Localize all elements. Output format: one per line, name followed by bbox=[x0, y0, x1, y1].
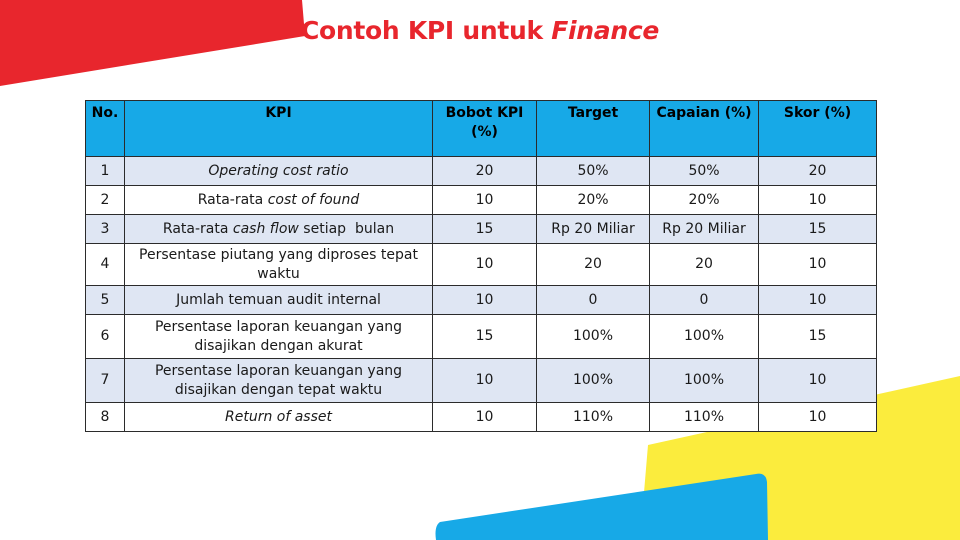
cell-target: Rp 20 Miliar bbox=[537, 215, 650, 244]
cell-target: 110% bbox=[537, 403, 650, 432]
cell-no: 4 bbox=[86, 244, 125, 286]
cell-target: 100% bbox=[537, 359, 650, 403]
header-bobot: Bobot KPI (%) bbox=[433, 101, 537, 157]
cell-capaian: 20 bbox=[650, 244, 759, 286]
table-header-row bbox=[86, 101, 877, 157]
cell-target: 100% bbox=[537, 315, 650, 359]
cell-capaian: 0 bbox=[650, 286, 759, 315]
header-target: Target bbox=[537, 101, 650, 157]
cell-target: 20 bbox=[537, 244, 650, 286]
cell-bobot: 10 bbox=[433, 403, 537, 432]
cell-skor: 10 bbox=[759, 403, 877, 432]
cell-capaian: 20% bbox=[650, 186, 759, 215]
table-row bbox=[86, 186, 877, 215]
cell-kpi-text: Operating cost ratio bbox=[208, 162, 349, 179]
cell-kpi bbox=[125, 215, 433, 244]
cell-kpi: Persentase laporan keuangan yang disajikan dengan tepat waktu bbox=[125, 359, 433, 403]
cell-target: 0 bbox=[537, 286, 650, 315]
kpi-table bbox=[85, 100, 877, 432]
cell-capaian: 50% bbox=[650, 157, 759, 186]
title-emphasis: Finance bbox=[551, 16, 660, 45]
table-row bbox=[86, 286, 877, 315]
cell-skor: 20 bbox=[759, 157, 877, 186]
cell-kpi: Persentase laporan keuangan yang disajikan dengan akurat bbox=[125, 315, 433, 359]
table-row bbox=[86, 157, 877, 186]
title-prefix: Contoh KPI untuk bbox=[300, 16, 552, 45]
decorative-blue-shape bbox=[430, 466, 770, 540]
cell-kpi bbox=[125, 186, 433, 215]
cell-no: 5 bbox=[86, 286, 125, 315]
cell-kpi-text: Rata-rata bbox=[197, 191, 268, 208]
cell-bobot: 10 bbox=[433, 359, 537, 403]
table-row bbox=[86, 215, 877, 244]
cell-skor: 10 bbox=[759, 286, 877, 315]
cell-bobot: 15 bbox=[433, 215, 537, 244]
cell-capaian: 100% bbox=[650, 315, 759, 359]
table-row bbox=[86, 244, 877, 286]
cell-bobot: 10 bbox=[433, 244, 537, 286]
cell-kpi-text: Return of asset bbox=[225, 408, 332, 425]
cell-target: 50% bbox=[537, 157, 650, 186]
cell-skor: 15 bbox=[759, 315, 877, 359]
table-row bbox=[86, 315, 877, 359]
cell-kpi bbox=[125, 403, 433, 432]
cell-skor: 15 bbox=[759, 215, 877, 244]
cell-bobot: 15 bbox=[433, 315, 537, 359]
decorative-red-shape bbox=[0, 0, 310, 90]
cell-target: 20% bbox=[537, 186, 650, 215]
cell-bobot: 20 bbox=[433, 157, 537, 186]
table-row bbox=[86, 359, 877, 403]
cell-no: 8 bbox=[86, 403, 125, 432]
table-row bbox=[86, 403, 877, 432]
cell-no: 6 bbox=[86, 315, 125, 359]
page-title bbox=[0, 16, 960, 45]
cell-capaian: 110% bbox=[650, 403, 759, 432]
header-kpi: KPI bbox=[125, 101, 433, 157]
cell-kpi-text: Rata-rata bbox=[162, 220, 233, 237]
cell-skor: 10 bbox=[759, 186, 877, 215]
cell-kpi: Persentase piutang yang diproses tepat waktu bbox=[125, 244, 433, 286]
cell-kpi-emphasis: cash flow bbox=[232, 220, 299, 237]
cell-capaian: Rp 20 Miliar bbox=[650, 215, 759, 244]
cell-kpi bbox=[125, 157, 433, 186]
cell-no: 2 bbox=[86, 186, 125, 215]
cell-skor: 10 bbox=[759, 244, 877, 286]
cell-capaian: 100% bbox=[650, 359, 759, 403]
cell-skor: 10 bbox=[759, 359, 877, 403]
cell-kpi: Jumlah temuan audit internal bbox=[125, 286, 433, 315]
cell-kpi-emphasis: cost of found bbox=[267, 191, 360, 208]
cell-bobot: 10 bbox=[433, 186, 537, 215]
header-no: No. bbox=[86, 101, 125, 157]
header-skor: Skor (%) bbox=[759, 101, 877, 157]
cell-no: 1 bbox=[86, 157, 125, 186]
header-capaian: Capaian (%) bbox=[650, 101, 759, 157]
cell-bobot: 10 bbox=[433, 286, 537, 315]
cell-kpi-text-tail: setiap bulan bbox=[298, 220, 395, 237]
cell-no: 3 bbox=[86, 215, 125, 244]
cell-no: 7 bbox=[86, 359, 125, 403]
